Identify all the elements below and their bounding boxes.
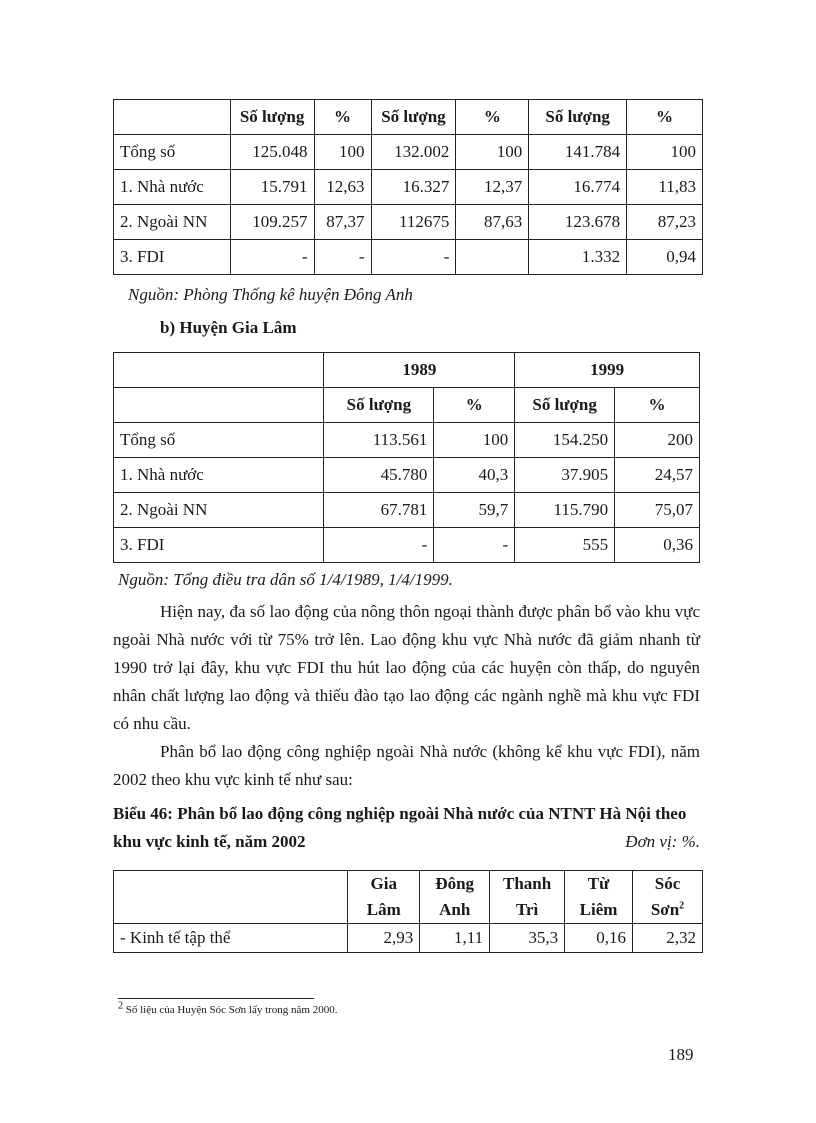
- table-row: [114, 493, 700, 528]
- table-cell: 125.048: [230, 135, 314, 170]
- table-cell: 555: [515, 528, 615, 563]
- header-line: Từ: [587, 874, 610, 893]
- table-cell: 100: [456, 135, 529, 170]
- table-cell: 1,11: [420, 924, 490, 953]
- header-cell: %: [615, 388, 700, 423]
- table-cell: 0,36: [615, 528, 700, 563]
- header-cell: [633, 871, 703, 924]
- header-line: Liêm: [579, 900, 618, 919]
- subheading: b) Huyện Gia Lâm: [160, 318, 297, 337]
- table-cell: 87,23: [627, 205, 703, 240]
- header-line: Đông: [435, 874, 475, 893]
- table-cell: 100: [314, 135, 371, 170]
- table-row: [114, 170, 703, 205]
- table-cell: -: [230, 240, 314, 275]
- labor-table-dong-anh: [113, 99, 703, 275]
- table-cell: 24,57: [615, 458, 700, 493]
- table-cell: 123.678: [529, 205, 627, 240]
- table-cell: 45.780: [324, 458, 434, 493]
- header-cell: [348, 871, 420, 924]
- table-cell: [456, 240, 529, 275]
- table-row: [114, 423, 700, 458]
- row-label: 1. Nhà nước: [114, 458, 324, 493]
- table-cell: 37.905: [515, 458, 615, 493]
- table-cell: -: [434, 528, 515, 563]
- footnote: [118, 1000, 338, 1016]
- header-cell: %: [314, 100, 371, 135]
- body-paragraph: [113, 738, 700, 794]
- row-label: Tổng số: [114, 135, 231, 170]
- table-cell: 2,32: [633, 924, 703, 953]
- header-cell: Số lượng: [324, 388, 434, 423]
- table-cell: 100: [434, 423, 515, 458]
- table-header-row: [114, 388, 700, 423]
- table-cell: 1.332: [529, 240, 627, 275]
- row-label: 3. FDI: [114, 240, 231, 275]
- footnote-mark: 2: [118, 1000, 123, 1012]
- table-cell: 59,7: [434, 493, 515, 528]
- table-cell: 12,63: [314, 170, 371, 205]
- header-cell: [490, 871, 565, 924]
- year-header: 1989: [324, 353, 515, 388]
- header-cell: [114, 353, 324, 388]
- table-cell: 40,3: [434, 458, 515, 493]
- table-cell: 16.774: [529, 170, 627, 205]
- table-cell: -: [314, 240, 371, 275]
- footnote-divider: [118, 998, 314, 999]
- table-cell: 112675: [371, 205, 456, 240]
- header-line: Trì: [515, 900, 539, 919]
- table-cell: 12,37: [456, 170, 529, 205]
- table-cell: 87,63: [456, 205, 529, 240]
- header-cell: [114, 871, 348, 924]
- table-cell: 0,16: [565, 924, 633, 953]
- labor-table-gia-lam: [113, 352, 700, 563]
- sector-distribution-table: [113, 870, 703, 953]
- table-cell: 109.257: [230, 205, 314, 240]
- row-label: 1. Nhà nước: [114, 170, 231, 205]
- table-cell: -: [371, 240, 456, 275]
- footnote-text: Số liệu của Huyện Sóc Sơn lấy trong năm 2000.: [125, 1004, 338, 1016]
- table-row: [114, 135, 703, 170]
- source-note: Nguồn: Tổng điều tra dân số 1/4/1989, 1/4/1999.: [118, 570, 453, 589]
- table-cell: 75,07: [615, 493, 700, 528]
- page-number: 189: [668, 1045, 694, 1064]
- table-cell: 154.250: [515, 423, 615, 458]
- table-cell: 87,37: [314, 205, 371, 240]
- table-cell: 115.790: [515, 493, 615, 528]
- table-cell: 132.002: [371, 135, 456, 170]
- row-label: 3. FDI: [114, 528, 324, 563]
- table-cell: 141.784: [529, 135, 627, 170]
- table-row: [114, 924, 703, 953]
- caption-unit: Đơn vị: %.: [625, 832, 700, 851]
- row-label: 2. Ngoài NN: [114, 493, 324, 528]
- header-cell: %: [456, 100, 529, 135]
- paragraph-text: Phân bổ lao động công nghiệp ngoài Nhà nước (không kể khu vực FDI), năm 2002 theo khu vực kinh tế như sau:: [113, 742, 700, 789]
- header-cell: [420, 871, 490, 924]
- header-cell: [114, 388, 324, 423]
- row-label: 2. Ngoài NN: [114, 205, 231, 240]
- table-cell: 200: [615, 423, 700, 458]
- table-cell: 0,94: [627, 240, 703, 275]
- table-cell: 15.791: [230, 170, 314, 205]
- paragraph-text: Hiện nay, đa số lao động của nông thôn ngoại thành được phân bổ vào khu vực ngoài Nhà nước với từ 75% trở lên. Lao động khu vực Nhà nước đã giảm nhanh từ 1990 trở lại đây, khu vực FDI thu hút lao động của các huyện còn thấp, do nguyên nhân chất lượng lao động và thiếu đào tạo lao động các ngành nghề mà khu vực FDI có nhu cầu.: [113, 602, 700, 733]
- header-text: Sơn: [650, 900, 680, 919]
- table-cell: 35,3: [490, 924, 565, 953]
- header-line: Lâm: [366, 900, 401, 919]
- table-row: [114, 205, 703, 240]
- table-row: [114, 458, 700, 493]
- header-cell: %: [627, 100, 703, 135]
- header-line: Anh: [439, 900, 471, 919]
- body-paragraph: [113, 598, 700, 738]
- year-header: 1999: [515, 353, 700, 388]
- header-cell: %: [434, 388, 515, 423]
- row-label: - Kinh tế tập thể: [114, 924, 348, 953]
- row-label: Tổng số: [114, 423, 324, 458]
- table-cell: 113.561: [324, 423, 434, 458]
- table-cell: -: [324, 528, 434, 563]
- header-cell: Số lượng: [230, 100, 314, 135]
- table-header-row: [114, 100, 703, 135]
- header-cell: Số lượng: [371, 100, 456, 135]
- table-cell: 16.327: [371, 170, 456, 205]
- table-caption: [113, 800, 700, 856]
- header-line: Gia: [370, 874, 397, 893]
- header-line: [639, 897, 696, 923]
- header-line: Sóc: [654, 874, 681, 893]
- header-cell: [114, 100, 231, 135]
- footnote-marker[interactable]: 2: [679, 900, 685, 912]
- table-header-row: [114, 353, 700, 388]
- header-cell: Số lượng: [529, 100, 627, 135]
- table-cell: 67.781: [324, 493, 434, 528]
- table-cell: 11,83: [627, 170, 703, 205]
- table-row: [114, 240, 703, 275]
- table-header-row: [114, 871, 703, 924]
- header-cell: Số lượng: [515, 388, 615, 423]
- source-note: Nguồn: Phòng Thống kê huyện Đông Anh: [128, 285, 413, 304]
- caption-title: Biểu 46: Phân bổ lao động công nghiệp ngoài Nhà nước của NTNT Hà Nội theo khu vực kinh tế, năm 2002: [113, 804, 687, 851]
- header-line: Thanh: [503, 874, 552, 893]
- table-row: [114, 528, 700, 563]
- header-cell: [565, 871, 633, 924]
- table-cell: 100: [627, 135, 703, 170]
- table-cell: 2,93: [348, 924, 420, 953]
